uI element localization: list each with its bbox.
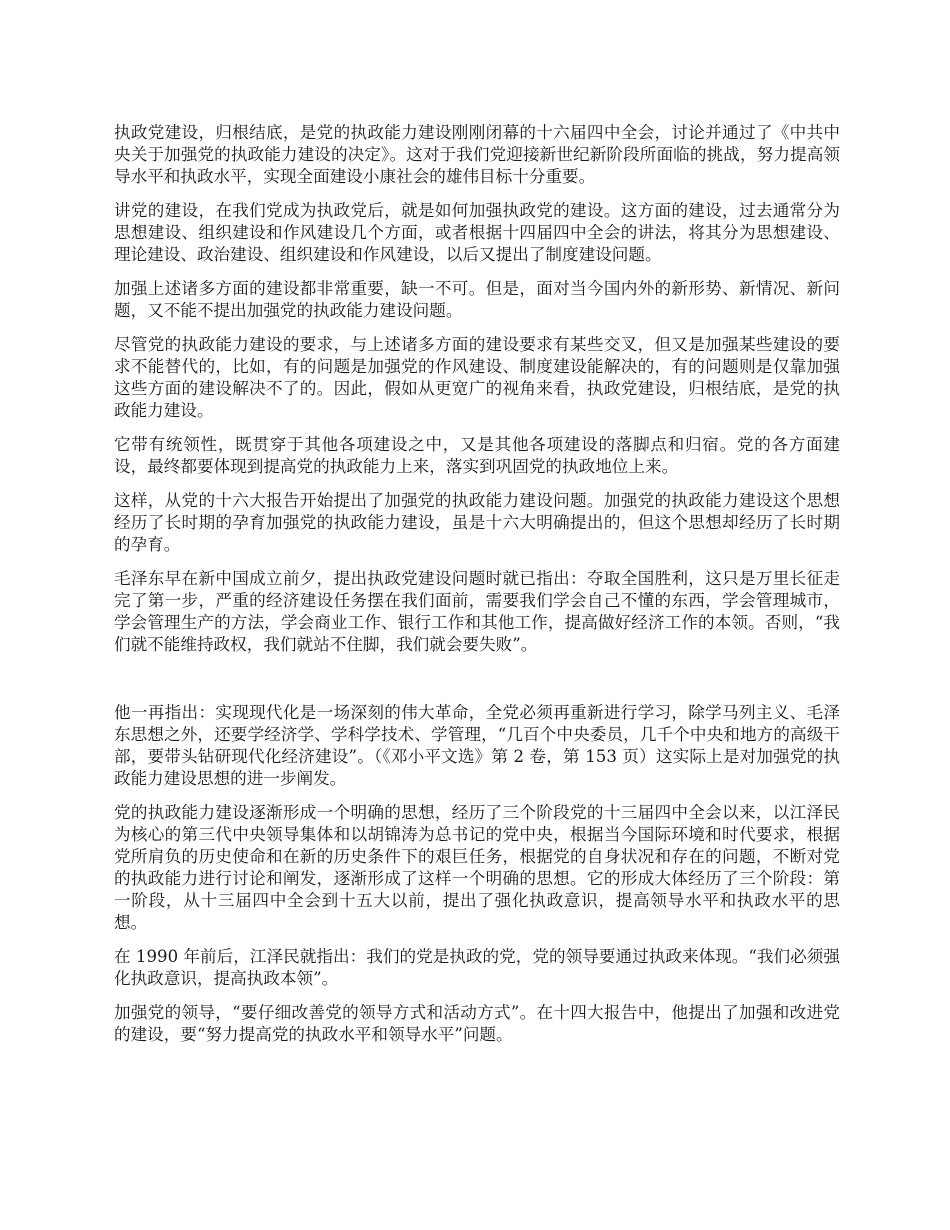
- document-body: [114, 122, 840, 1058]
- paragraph-6: 这样，从党的十六大报告开始提出了加强党的执政能力建设问题。加强党的执政能力建设这个思想经历了长时期的孕育加强党的执政能力建设，虽是十六大明确提出的，但这个思想却经历了长时期的孕育。: [114, 491, 840, 554]
- paragraph-1: 执政党建设，归根结底，是党的执政能力建设刚刚闭幕的十六届四中全会，讨论并通过了《中共中央关于加强党的执政能力建设的决定》。这对于我们党迎接新世纪新阶段所面临的挑战，努力提高领导水平和执政水平，实现全面建设小康社会的雄伟目标十分重要。: [114, 123, 840, 186]
- paragraph-8: 他一再指出：实现现代化是一场深刻的伟大革命，全党必须再重新进行学习，除学马列主义、毛泽东思想之外，还要学经济学、学科学技术、学管理，“几百个中央委员，几千个中央和地方的高级干部，要带头钻研现代化经济建设”。（《邓小平文选》第 2 卷，第 153 页）这实际上是对加强党的执政能力建设思想的进一步阐发。: [114, 703, 840, 788]
- paragraph-2: 讲党的建设，在我们党成为执政党后，就是如何加强执政党的建设。这方面的建设，过去通常分为思想建设、组织建设和作风建设几个方面，或者根据十四届四中全会的讲法，将其分为思想建设、理论建设、政治建设、组织建设和作风建设，以后又提出了制度建设问题。: [114, 201, 840, 264]
- paragraph-4: 尽管党的执政能力建设的要求，与上述诸多方面的建设要求有某些交叉，但又是加强某些建设的要求不能替代的，比如，有的问题是加强党的作风建设、制度建设能解决的，有的问题则是仅靠加强这些方面的建设解决不了的。因此，假如从更宽广的视角来看，执政党建设，归根结底，是党的执政能力建设。: [114, 335, 840, 420]
- paragraph-3: 加强上述诸多方面的建设都非常重要，缺一不可。但是，面对当今国内外的新形势、新情况、新问题，又不能不提出加强党的执政能力建设问题。: [114, 279, 840, 320]
- paragraph-5: 它带有统领性，既贯穿于其他各项建设之中，又是其他各项建设的落脚点和归宿。党的各方面建设，最终都要体现到提高党的执政能力上来，落实到巩固党的执政地位上来。: [114, 435, 840, 476]
- paragraph-10: 在 1990 年前后，江泽民就指出：我们的党是执政的党，党的领导要通过执政来体现。“我们必须强化执政意识，提高执政本领”。: [114, 947, 840, 988]
- section-spacer: [114, 668, 840, 702]
- paragraph-11: 加强党的领导，“要仔细改善党的领导方式和活动方式”。在十四大报告中，他提出了加强和改进党的建设，要“努力提高党的执政水平和领导水平”问题。: [114, 1003, 840, 1044]
- paragraph-9: 党的执政能力建设逐渐形成一个明确的思想，经历了三个阶段党的十三届四中全会以来，以江泽民为核心的第三代中央领导集体和以胡锦涛为总书记的党中央，根据当今国际环境和时代要求，根据党所肩负的历史使命和在新的历史条件下的艰巨任务，根据党的自身状况和存在的问题，不断对党的执政能力进行讨论和阐发，逐渐形成了这样一个明确的思想。它的形成大体经历了三个阶段：第一阶段，从十三届四中全会到十五大以前，提出了强化执政意识，提高领导水平和执政水平的思想。: [114, 803, 840, 932]
- paragraph-7: 毛泽东早在新中国成立前夕，提出执政党建设问题时就已指出：夺取全国胜利，这只是万里长征走完了第一步，严重的经济建设任务摆在我们面前，需要我们学会自己不懂的东西，学会管理城市，学会管理生产的方法，学会商业工作、银行工作和其他工作，提高做好经济工作的本领。否则，“我们就不能维持政权，我们就站不住脚，我们就会要失败”。: [114, 569, 840, 654]
